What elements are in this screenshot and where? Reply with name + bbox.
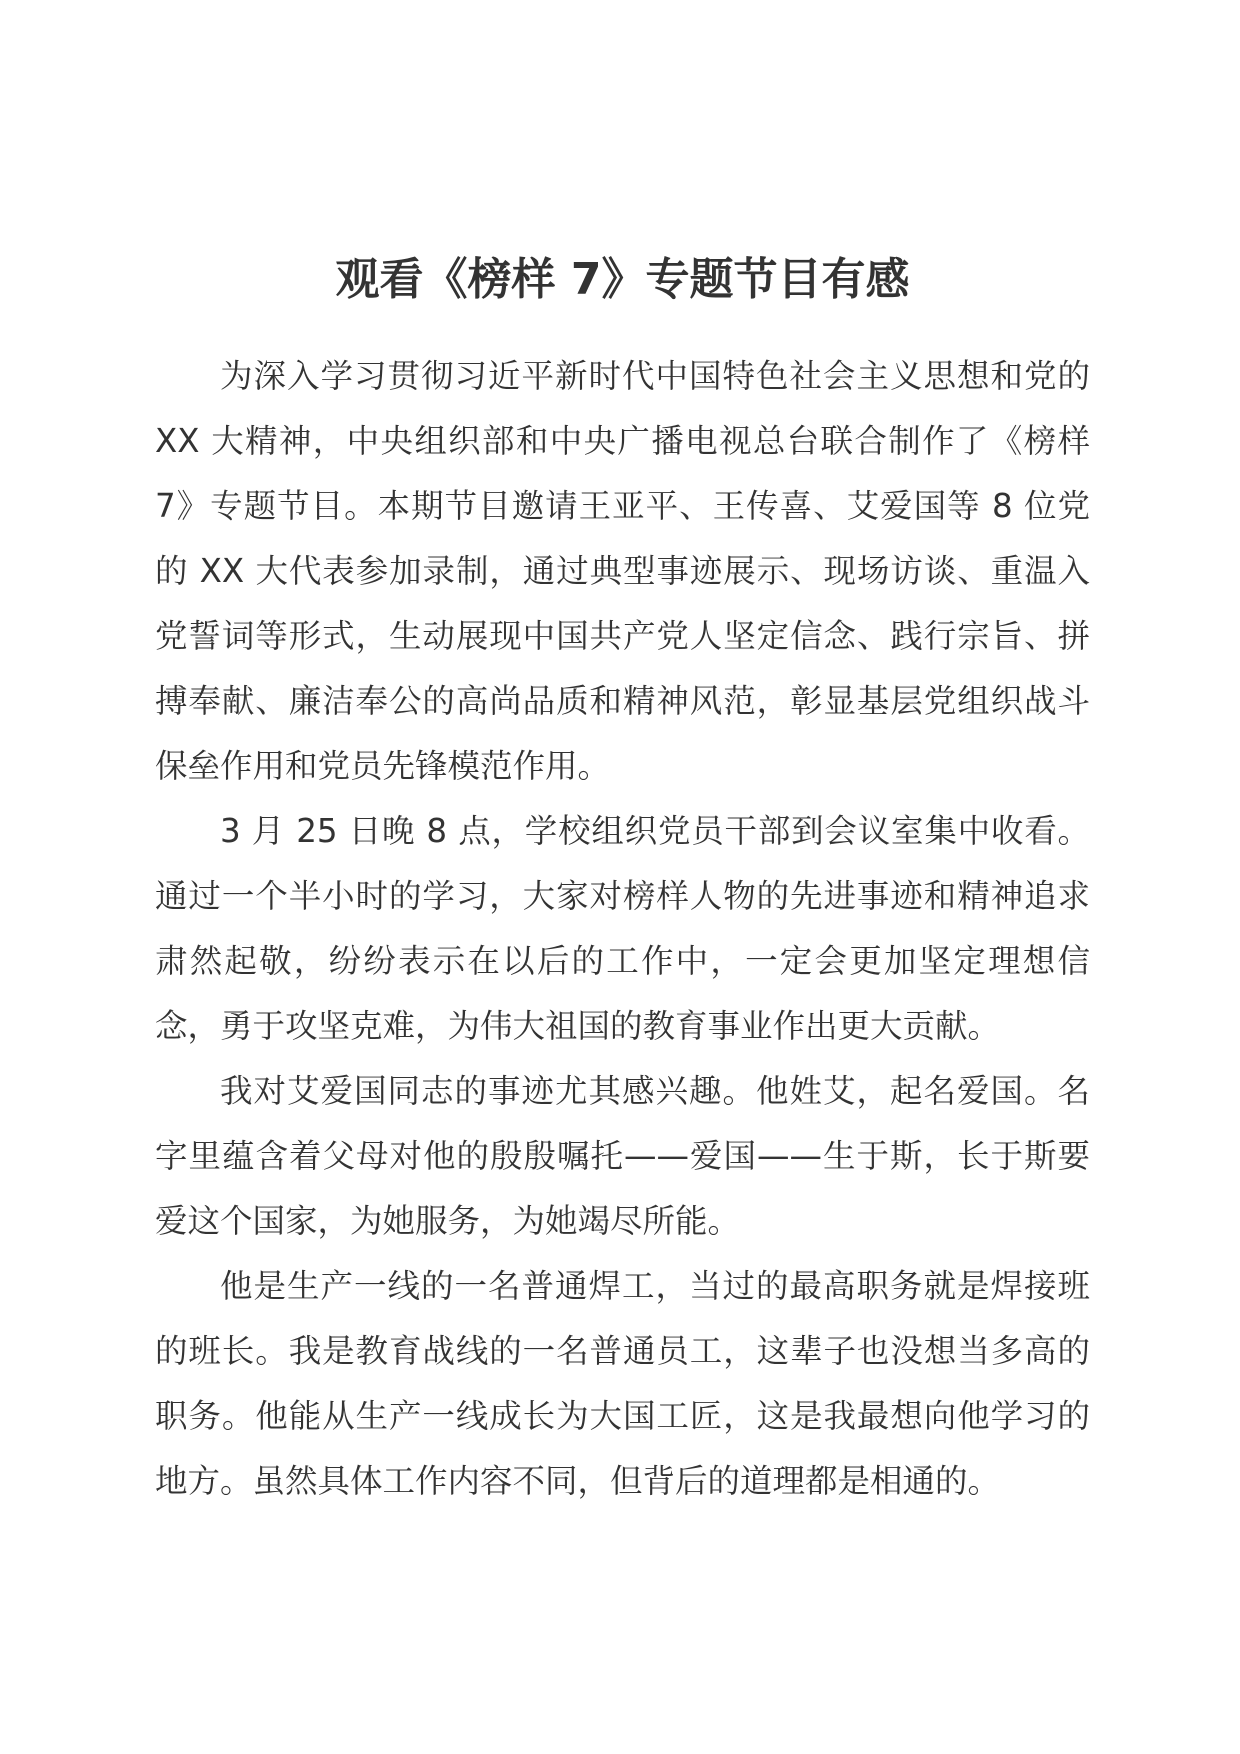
document-title: 观看《榜样 7》专题节目有感 [335,254,910,305]
paragraph-3: 我对艾爱国同志的事迹尤其感兴趣。他姓艾，起名爱国。名字里蕴含着父母对他的殷殷嘱托——爱国——生于斯，长于斯要爱这个国家，为她服务，为她竭尽所能。 [155,1072,1090,1240]
paragraph-2: 3 月 25 日晚 8 点，学校组织党员干部到会议室集中收看。通过一个半小时的学习，大家对榜样人物的先进事迹和精神追求肃然起敬，纷纷表示在以后的工作中，一定会更加坚定理想信念，勇于攻坚克难，为伟大祖国的教育事业作出更大贡献。 [155,812,1090,1045]
paragraph-1: 为深入学习贯彻习近平新时代中国特色社会主义思想和党的 XX 大精神，中央组织部和中央广播电视总台联合制作了《榜样 7》专题节目。本期节目邀请王亚平、王传喜、艾爱国等 8 位党的 XX 大代表参加录制，通过典型事迹展示、现场访谈、重温入党誓词等形式，生动展现中国共产党人坚定信念、践行宗旨、拼搏奉献、廉洁奉公的高尚品质和精神风范，彰显基层党组织战斗保垒作用和党员先锋模范作用。 [155,357,1090,785]
paragraph-4: 他是生产一线的一名普通焊工，当过的最高职务就是焊接班的班长。我是教育战线的一名普通员工，这辈子也没想当多高的职务。他能从生产一线成长为大国工匠，这是我最想向他学习的地方。虽然具体工作内容不同，但背后的道理都是相通的。 [155,1267,1090,1500]
document-page [155,240,1090,1514]
